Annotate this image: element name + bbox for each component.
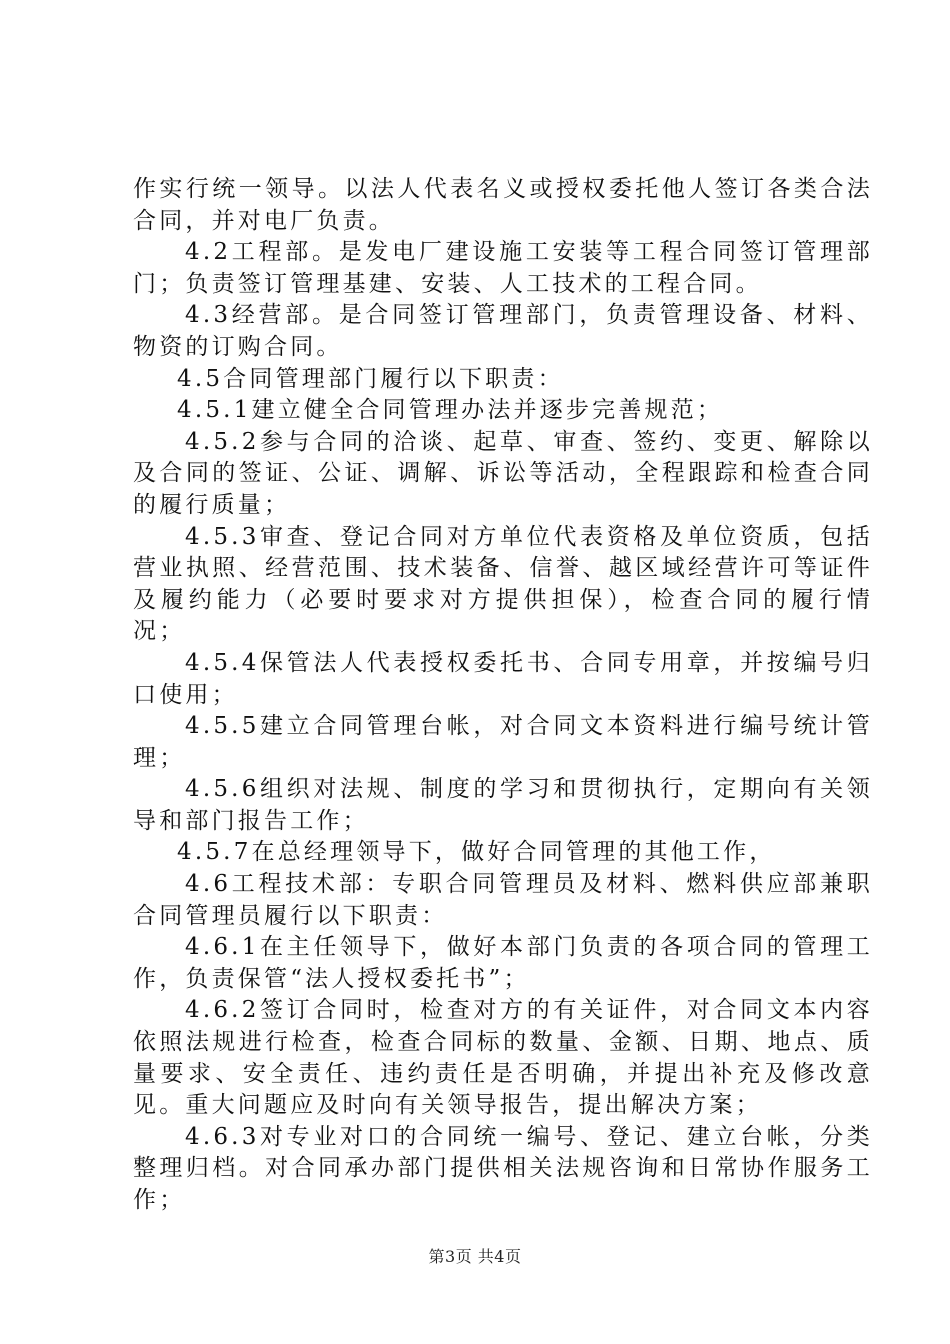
paragraph-4-5-6: 4.5.6组织对法规、制度的学习和贯彻执行，定期向有关领导和部门报告工作；: [133, 776, 873, 834]
paragraph-4-2: 4.2工程部。是发电厂建设施工安装等工程合同签订管理部门；负责签订管理基建、安装、人工技术的工程合同。: [133, 239, 873, 297]
paragraph-4-3: 4.3经营部。是合同签订管理部门，负责管理设备、材料、物资的订购合同。: [133, 302, 873, 360]
paragraph-4-6: 4.6工程技术部：专职合同管理员及材料、燃料供应部兼职合同管理员履行以下职责：: [133, 871, 873, 929]
paragraph-4-5-4: 4.5.4保管法人代表授权委托书、合同专用章，并按编号归口使用；: [133, 649, 873, 708]
paragraph-4-5-1: 4.5.1建立健全合同管理办法并逐步完善规范；: [177, 397, 724, 424]
paragraph-4-5-2: 4.5.2参与合同的洽谈、起草、审查、签约、变更、解除以及合同的签证、公证、调解、诉讼等活动，全程跟踪和检查合同的履行质量；: [133, 428, 873, 518]
page-number-footer: 第3页 共4页: [428, 1247, 522, 1266]
paragraph-4-5-3: 4.5.3审查、登记合同对方单位代表资格及单位资质，包括营业执照、经营范围、技术装备、信誉、越区域经营许可等证件及履约能力（必要时要求对方提供担保），检查合同的履行情况；: [133, 523, 873, 645]
document-body: [133, 174, 873, 1217]
paragraph-4-5-7: 4.5.7在总经理领导下，做好合同管理的其他工作，: [177, 839, 776, 866]
paragraph-4-5-5: 4.5.5建立合同管理台帐，对合同文本资料进行编号统计管理；: [133, 713, 873, 771]
paragraph-4-6-3: 4.6.3对专业对口的合同统一编号、登记、建立台帐，分类整理归档。对合同承办部门提供相关法规咨询和日常协作服务工作；: [133, 1123, 873, 1213]
paragraph-4-5: 4.5合同管理部门履行以下职责：: [177, 365, 564, 392]
paragraph-continuation: 作实行统一领导。以法人代表名义或授权委托他人签订各类合法合同，并对电厂负责。: [133, 176, 873, 234]
paragraph-4-6-2: 4.6.2签订合同时，检查对方的有关证件，对合同文本内容依照法规进行检查，检查合同标的数量、金额、日期、地点、质量要求、安全责任、违约责任是否明确，并提出补充及修改意见。重大问题应及时向有关领导报告，提出解决方案；: [133, 997, 873, 1119]
paragraph-4-6-1: 4.6.1在主任领导下，做好本部门负责的各项合同的管理工作，负责保管“法人授权委托书”；: [133, 934, 873, 992]
